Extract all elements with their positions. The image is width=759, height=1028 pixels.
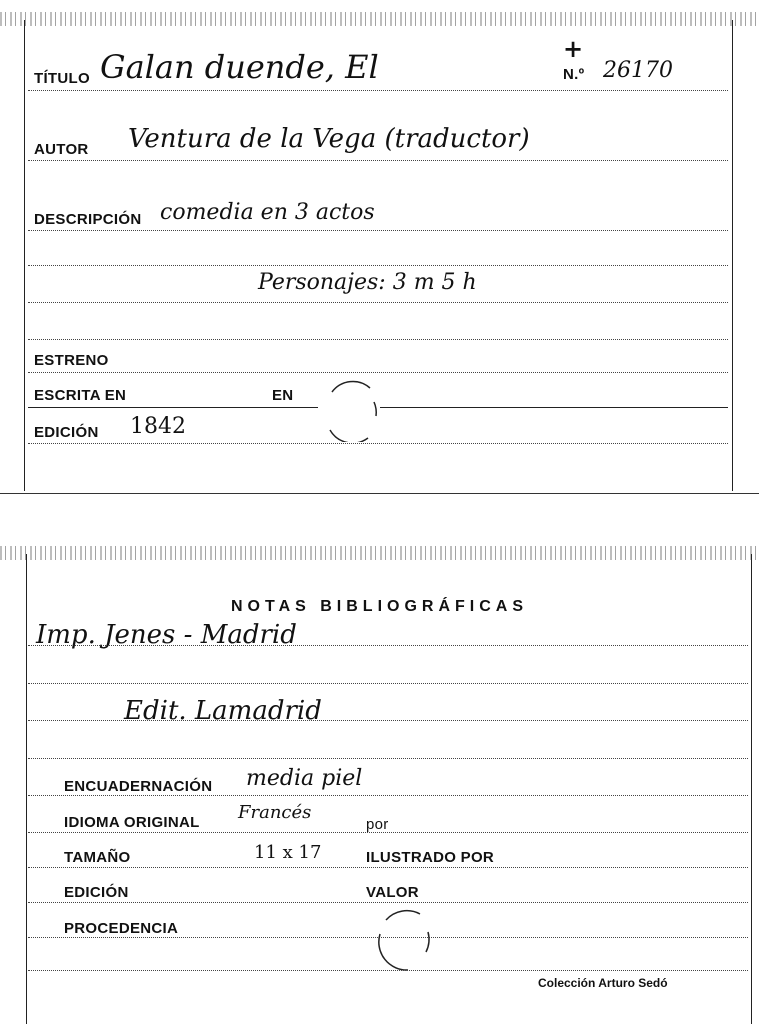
autor-value: Ventura de la Vega (traductor) [128,124,530,154]
idioma-value: Francés [238,802,312,823]
personajes-value: Personajes: 3 m 5 h [258,270,477,295]
tamano-rule [28,867,748,868]
circular-stamp [372,908,438,974]
autor-rule [28,160,728,161]
circular-stamp [318,380,384,442]
edicion-rule [28,443,728,444]
blank-rule-2 [28,302,728,303]
idioma-label: IDIOMA ORIGINAL [64,814,200,831]
card-left-border [24,20,25,491]
descripcion-label: DESCRIPCIÓN [34,211,142,228]
escrita-rule [28,407,318,408]
autor-label: AUTOR [34,141,89,158]
descripcion-rule [28,230,728,231]
encuadernacion-label: ENCUADERNACIÓN [64,778,213,795]
por-label: por [366,816,389,833]
escrita-rule-right [380,407,728,408]
bottom-rule [28,970,748,971]
tamano-value: 11 x 17 [254,842,322,863]
blank-rule-3 [28,339,728,340]
numero-value: 26170 [603,58,673,83]
cross-mark: + [563,34,584,63]
note-line-2: Edit. Lamadrid [124,696,322,726]
tamano-label: TAMAÑO [64,849,131,866]
en-label: EN [272,387,294,404]
note-line-1: Imp. Jenes - Madrid [36,620,297,650]
notes-rule-2 [28,683,748,684]
edicion-label: EDICIÓN [34,424,99,441]
titulo-value: Galan duende, El [100,48,379,86]
titulo-rule [28,90,728,91]
estreno-label: ESTRENO [34,352,109,369]
collection-footer: Colección Arturo Sedó [538,976,668,990]
blank-rule-1 [28,265,728,266]
valor-label: VALOR [366,884,419,901]
descripcion-value: comedia en 3 actos [160,200,375,225]
encuadernacion-value: media piel [246,766,363,791]
numero-label: N.º [563,66,585,83]
edicion-back-rule [28,902,748,903]
ilustrado-label: ILUSTRADO POR [366,849,495,866]
edicion-back-label: EDICIÓN [64,884,129,901]
escrita-en-label: ESCRITA EN [34,387,127,404]
notas-heading: NOTAS BIBLIOGRÁFICAS [230,598,529,615]
catalog-card-front [0,0,759,495]
procedencia-label: PROCEDENCIA [64,920,179,937]
card-torn-edge [0,546,759,560]
card-divider [0,493,759,494]
card-right-border [751,554,752,1024]
card-left-border [26,554,27,1024]
encuadernacion-rule [28,795,748,796]
edicion-value: 1842 [130,414,186,439]
titulo-label: TÍTULO [34,70,90,87]
catalog-card-back [0,540,759,1028]
card-right-border [732,20,733,491]
estreno-rule [28,372,728,373]
notes-rule-4 [28,758,748,759]
card-torn-edge [0,12,759,26]
